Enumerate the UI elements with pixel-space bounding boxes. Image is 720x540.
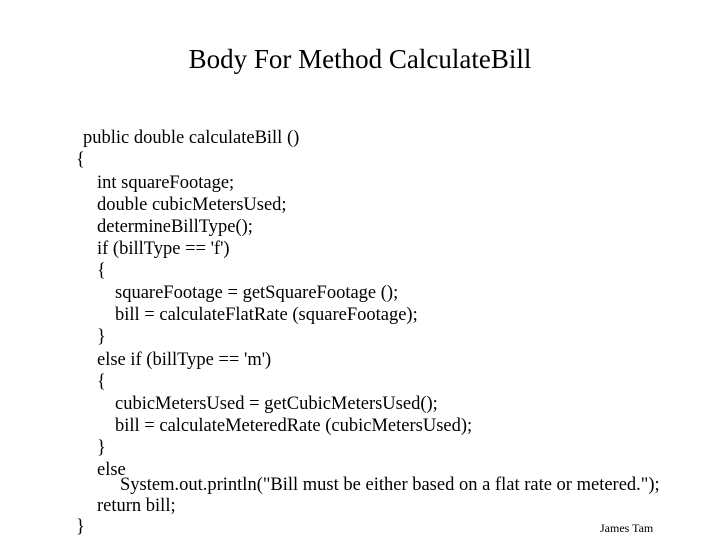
code-line: } xyxy=(97,327,106,347)
slide-title: Body For Method CalculateBill xyxy=(188,44,532,74)
code-line: double cubicMetersUsed; xyxy=(97,195,287,215)
code-line: { xyxy=(76,150,85,170)
code-line: return bill; xyxy=(97,496,176,516)
code-line: bill = calculateMeteredRate (cubicMetersUsed); xyxy=(115,416,473,436)
code-line: determineBillType(); xyxy=(97,217,253,237)
code-line: bill = calculateFlatRate (squareFootage); xyxy=(115,305,418,325)
code-line: { xyxy=(97,261,106,281)
code-line: } xyxy=(97,438,106,458)
author-footer: James Tam xyxy=(600,521,654,535)
code-line: if (billType == 'f') xyxy=(97,239,230,259)
code-line: else xyxy=(97,460,126,480)
code-line: int squareFootage; xyxy=(97,173,235,193)
code-line: cubicMetersUsed = getCubicMetersUsed(); xyxy=(115,394,438,414)
code-line: public double calculateBill () xyxy=(83,128,300,148)
code-line: else if (billType == 'm') xyxy=(97,350,272,370)
code-line: } xyxy=(76,517,85,537)
code-line: System.out.println("Bill must be either based on a flat rate or metered."); xyxy=(120,475,660,495)
code-line: squareFootage = getSquareFootage (); xyxy=(115,283,399,303)
code-line: { xyxy=(97,372,106,392)
